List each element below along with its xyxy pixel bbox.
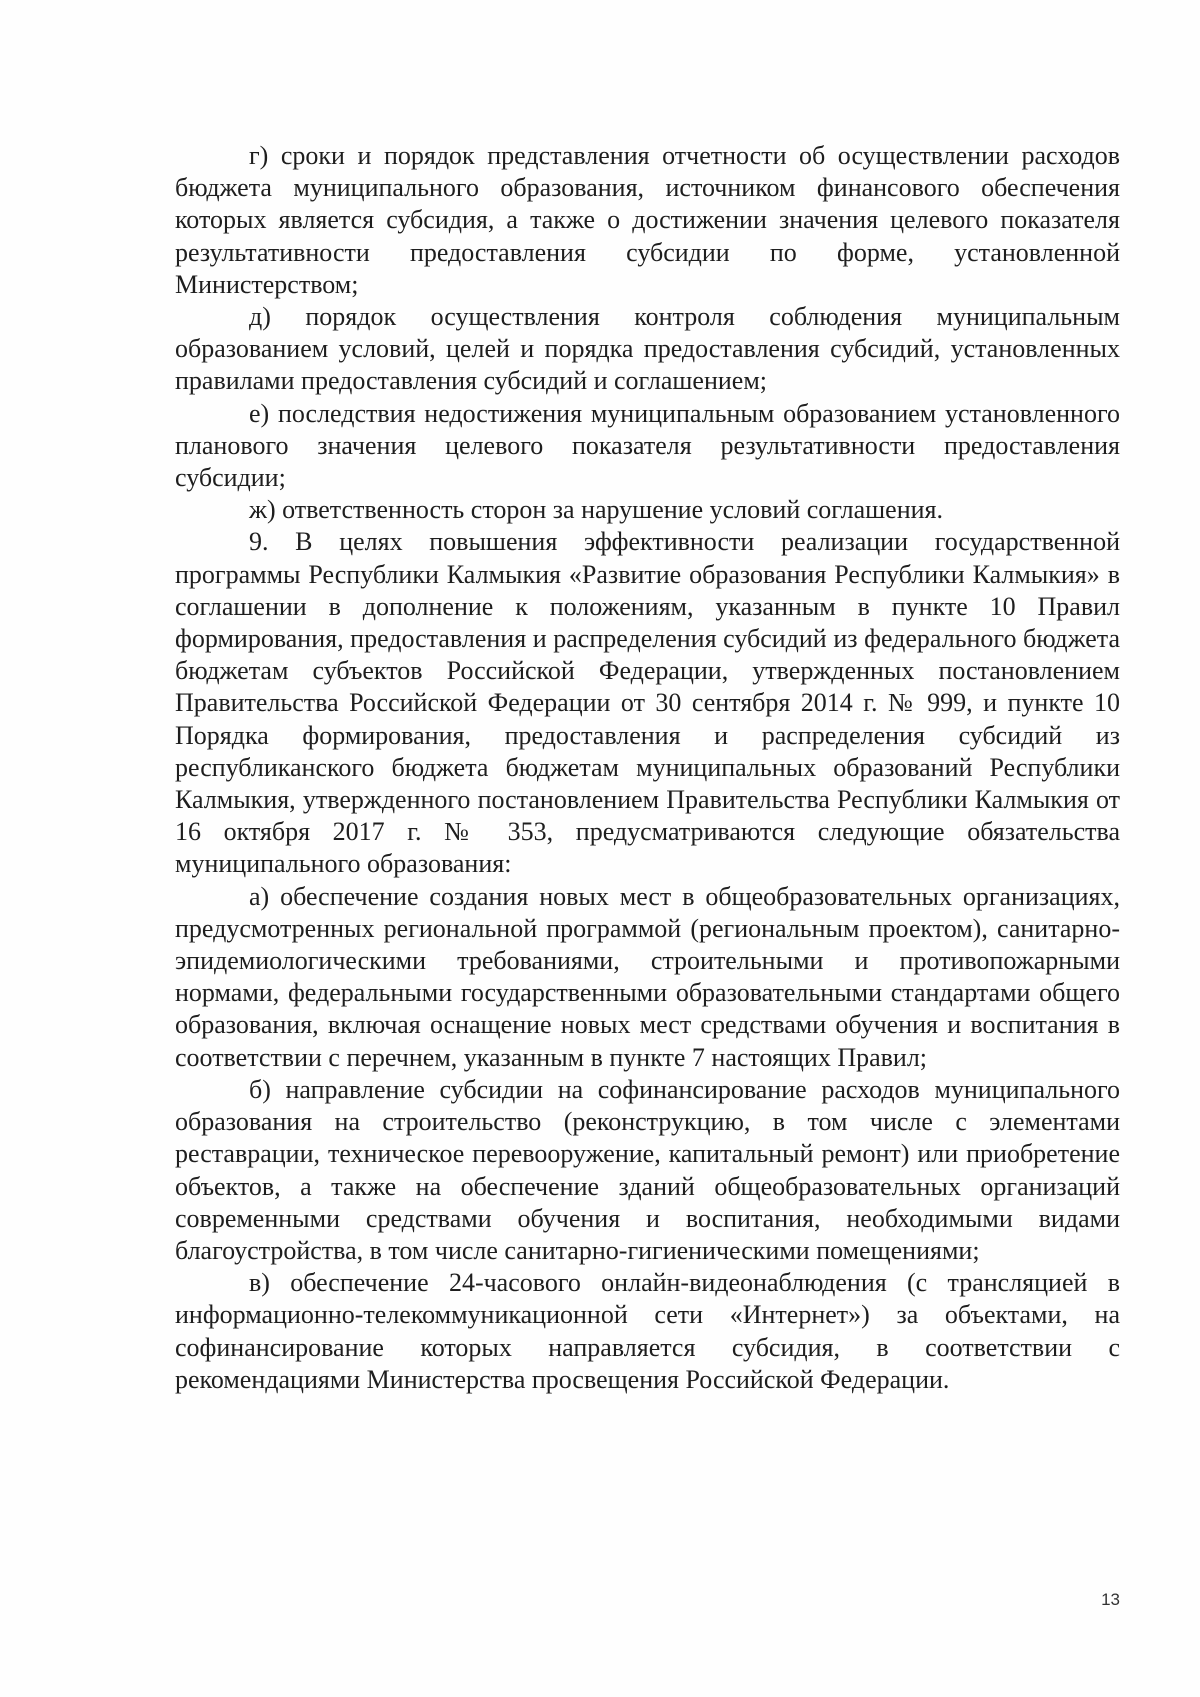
paragraph-d-control: д) порядок осуществления контроля соблюдения муниципальным образованием условий, целей и порядка предоставления субсидий, установленных правилами предоставления субсидий и соглашением; xyxy=(175,302,1120,396)
paragraph-g-reporting: г) сроки и порядок представления отчетности об осуществлении расходов бюджета муниципального образования, источником финансового обеспечения которых является субсидия, а также о достижении значения целевого показателя результативности предоставления субсидии по форме, установленной Министерством; xyxy=(175,141,1120,299)
paragraph-zh-responsibility: ж) ответственность сторон за нарушение условий соглашения. xyxy=(249,495,943,525)
page-number: 13 xyxy=(1101,1590,1120,1609)
paragraph-v-video-surveillance: в) обеспечение 24-часового онлайн-видеонаблюдения (с трансляцией в информационно-телекоммуникационной сети «Интернет») за объектами, на софинансирование которых направляется субсидия, в соответствии с рекомендациями Министерства просвещения Российской Федерации. xyxy=(175,1268,1120,1394)
paragraph-e-consequences: е) последствия недостижения муниципальным образованием установленного планового значения целевого показателя результативности предоставления субсидии; xyxy=(175,398,1120,493)
paragraph-a-new-places: а) обеспечение создания новых мест в общеобразовательных организациях, предусмотренных региональной программой (региональным проектом), санитарно-эпидемиологическими требованиями, строительными и противопожарными нормами, федеральными государственными образовательными стандартами общего образования, включая оснащение новых мест средствами обучения и воспитания в соответствии с перечнем, указанным в пункте 7 настоящих Правил; xyxy=(175,881,1120,1072)
paragraph-9-obligations: 9. В целях повышения эффективности реализации государственной программы Республики Калмыкия «Развитие образования Республики Калмыкия» в соглашении в дополнение к положениям, указанным в пункте 10 Правил формирования, предоставления и распределения субсидий из федерального бюджета бюджетам субъектов Российской Федерации, утвержденных постановлением Правительства Российской Федерации от 30 сентября 2014 г. № 999, и пункте 10 Порядка формирования, предоставления и распределения субсидий из республиканского бюджета бюджетам муниципальных образований Республики Калмыкия, утвержденного постановлением Правительства Республики Калмыкия от 16 октября 2017 г. № 353, предусматриваются следующие обязательства муниципального образования: xyxy=(175,527,1120,879)
document-body xyxy=(175,140,1120,1396)
paragraph-b-cofinancing: б) направление субсидии на софинансирование расходов муниципального образования на строительство (реконструкцию, в том числе с элементами реставрации, техническое перевооружение, капитальный ремонт) или приобретение объектов, а также на обеспечение зданий общеобразовательных организаций современными средствами обучения и воспитания, необходимыми видами благоустройства, в том числе санитарно-гигиеническими помещениями; xyxy=(175,1074,1120,1265)
